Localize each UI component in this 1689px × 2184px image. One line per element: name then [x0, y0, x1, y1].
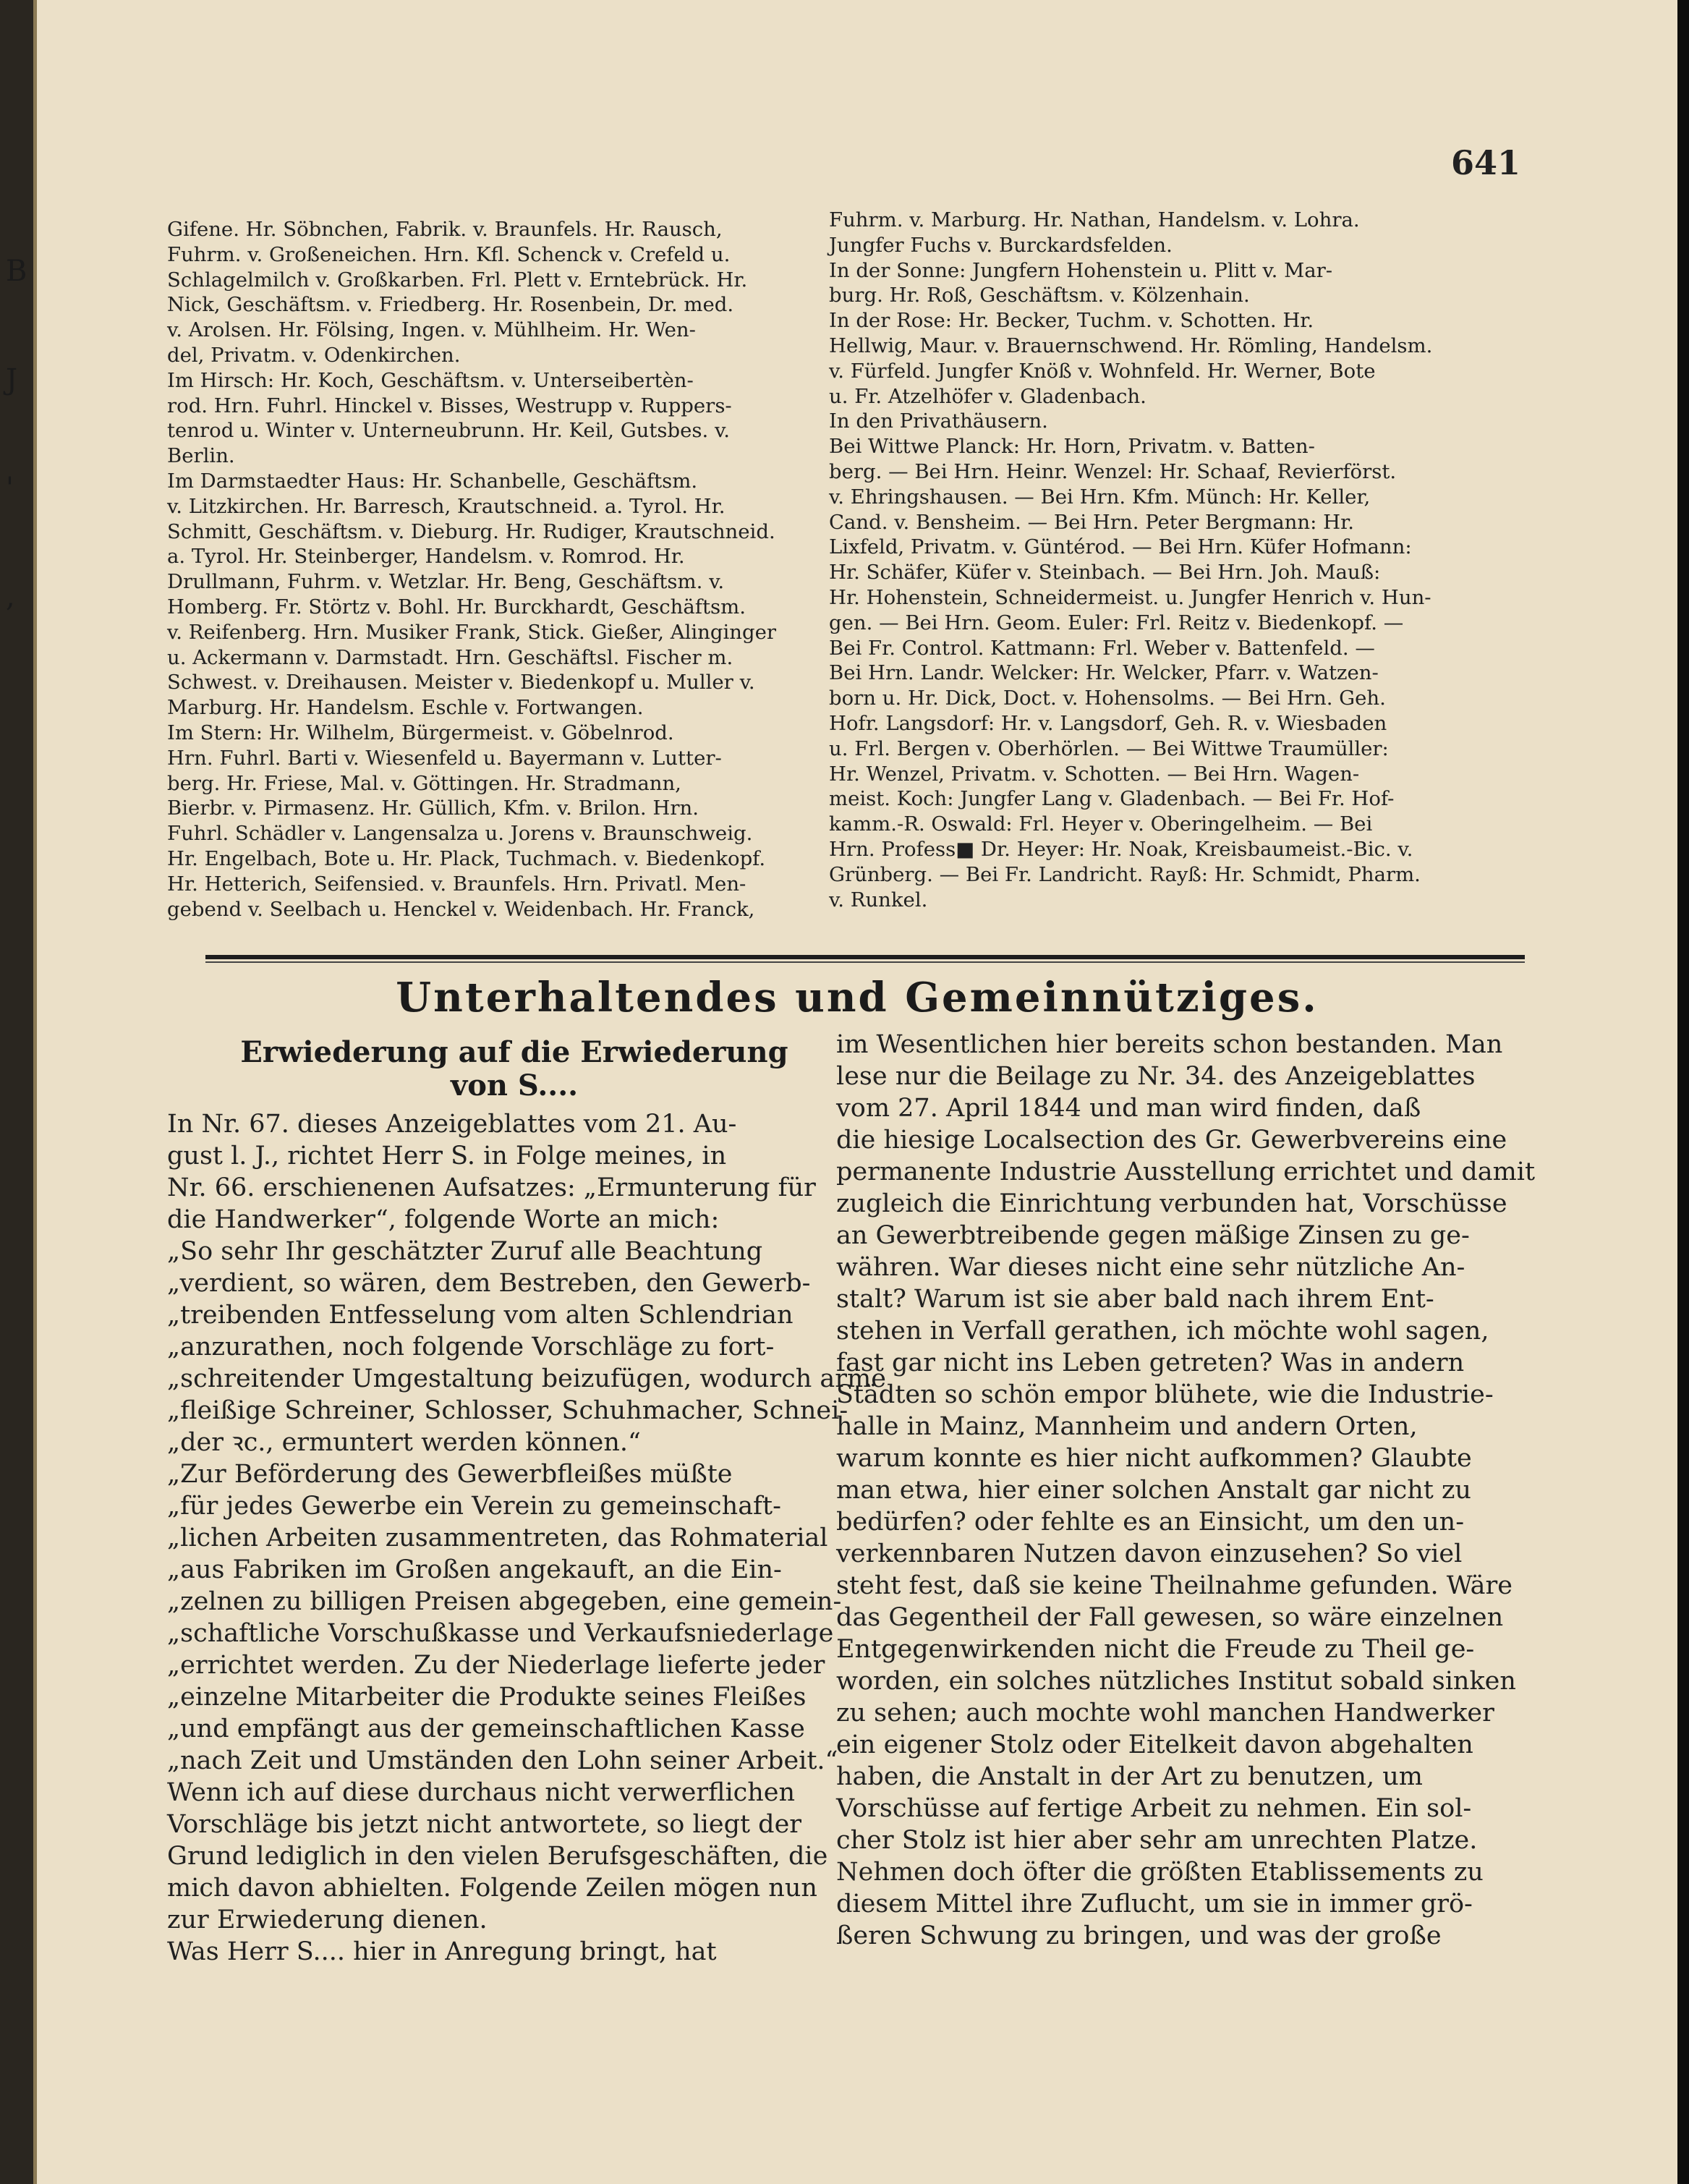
article-text-line: Nehmen doch öfter die größten Etablissements zu	[836, 1858, 1484, 1887]
article-left-column	[167, 1108, 886, 1968]
guest-list-line: Schmitt, Geschäftsm. v. Dieburg. Hr. Rudiger, Krautschneid.	[167, 519, 775, 543]
article-text-line: „So sehr Ihr geschätzter Zuruf alle Beachtung	[167, 1237, 763, 1266]
article-text-line: halle in Mainz, Mannheim und andern Orten,	[836, 1412, 1418, 1441]
guest-list-line: gen. — Bei Hrn. Geom. Euler: Frl. Reitz v. Biedenkopf. —	[829, 611, 1404, 634]
guest-list-line: v. Litzkirchen. Hr. Barresch, Krautschneid. a. Tyrol. Hr.	[167, 494, 726, 518]
guest-list-line: Fuhrm. v. Marburg. Hr. Nathan, Handelsm. v. Lohra.	[829, 208, 1360, 231]
guest-list-line: del, Privatm. v. Odenkirchen.	[167, 343, 461, 367]
guest-list-line: Im Hirsch: Hr. Koch, Geschäftsm. v. Unterseibertèn-	[167, 368, 694, 392]
article-text-line: „verdient, so wären, dem Bestreben, den Gewerb-	[167, 1269, 811, 1298]
guest-list-line: v. Arolsen. Hr. Fölsing, Ingen. v. Mühlheim. Hr. Wen-	[167, 318, 696, 342]
article-text-line: Grund lediglich in den vielen Berufsgeschäften, die	[167, 1842, 828, 1871]
guest-list-line: Bierbr. v. Pirmasenz. Hr. Güllich, Kfm. v. Brilon. Hrn.	[167, 796, 699, 820]
article-text-line: „für jedes Gewerbe ein Verein zu gemeinschaft-	[167, 1492, 781, 1521]
article-text-line: „schaftliche Vorschußkasse und Verkaufsniederlage	[167, 1619, 834, 1648]
article-text-line: „aus Fabriken im Großen angekauft, an die Ein-	[167, 1555, 782, 1584]
article-text-line: bedürfen? oder fehlte es an Einsicht, um den un-	[836, 1508, 1465, 1537]
article-text-line: haben, die Anstalt in der Art zu benutzen, um	[836, 1762, 1423, 1791]
guest-list-line: a. Tyrol. Hr. Steinberger, Handelsm. v. Romrod. Hr.	[167, 545, 685, 569]
guest-list-line: Hrn. Fuhrl. Barti v. Wiesenfeld u. Bayermann v. Lutter-	[167, 746, 722, 770]
article-text-line: an Gewerbtreibende gegen mäßige Zinsen zu ge-	[836, 1221, 1470, 1250]
article-text-line: „einzelne Mitarbeiter die Produkte seines Fleißes	[167, 1683, 807, 1712]
guest-list-line: Fuhrl. Schädler v. Langensalza u. Jorens v. Braunschweig.	[167, 822, 753, 846]
article-text-line: ßeren Schwung zu bringen, und was der große	[836, 1921, 1442, 1950]
article-text-line: „fleißige Schreiner, Schlosser, Schuhmacher, Schnei-	[167, 1396, 848, 1425]
guest-list-line: Schlagelmilch v. Großkarben. Frl. Plett v. Erntebrück. Hr.	[167, 268, 748, 292]
article-text-line: mich davon abhielten. Folgende Zeilen mögen nun	[167, 1874, 817, 1903]
article-text-line: Entgegenwirkenden nicht die Freude zu Theil ge-	[836, 1635, 1475, 1664]
guest-list-line: rod. Hrn. Fuhrl. Hinckel v. Bisses, Westrupp v. Ruppers-	[167, 394, 732, 417]
article-text-line: die hiesige Localsection des Gr. Gewerbvereins eine	[836, 1126, 1507, 1155]
page-gutter	[0, 0, 33, 2184]
article-text-line: „treibenden Entfesselung vom alten Schlendrian	[167, 1301, 794, 1330]
guest-list-line: Hr. Engelbach, Bote u. Hr. Plack, Tuchmach. v. Biedenkopf.	[167, 846, 766, 870]
article-right-column	[836, 1029, 1536, 1952]
guest-list-line: tenrod u. Winter v. Unterneubrunn. Hr. Keil, Gutsbes. v.	[167, 419, 731, 443]
article-text-line: zu sehen; auch mochte wohl manchen Handwerker	[836, 1699, 1494, 1728]
guest-list-line: Bei Fr. Control. Kattmann: Frl. Weber v. Battenfeld. —	[829, 636, 1375, 660]
section-heading: Unterhaltendes und Gemeinnütziges.	[396, 974, 1319, 1021]
guest-list-line: Marburg. Hr. Handelsm. Eschle v. Fortwangen.	[167, 696, 644, 720]
guest-list-line: Hofr. Langsdorf: Hr. v. Langsdorf, Geh. R. v. Wiesbaden	[829, 711, 1387, 735]
guest-list-line: In den Privathäusern.	[829, 409, 1048, 433]
guest-list-line: Homberg. Fr. Störtz v. Bohl. Hr. Burckhardt, Geschäftsm.	[167, 595, 746, 619]
guest-list-line: Hr. Hohenstein, Schneidermeist. u. Jungfer Henrich v. Hun-	[829, 585, 1431, 609]
guest-list-line: u. Fr. Atzelhöfer v. Gladenbach.	[829, 384, 1146, 408]
article-text-line: Vorschüsse auf fertige Arbeit zu nehmen. Ein sol-	[836, 1794, 1472, 1823]
article-text-line: im Wesentlichen hier bereits schon bestanden. Man	[836, 1030, 1503, 1059]
guest-list-line: v. Runkel.	[829, 888, 928, 912]
article-text-line: „zelnen zu billigen Preisen abgegeben, eine gemein-	[167, 1587, 842, 1616]
guest-list-line: berg. — Bei Hrn. Heinr. Wenzel: Hr. Schaaf, Revierförst.	[829, 459, 1397, 483]
article-text-line: Nr. 66. erschienenen Aufsatzes: „Ermunterung für	[167, 1173, 816, 1202]
newspaper-page	[33, 0, 1677, 2184]
guest-list-line: Im Stern: Hr. Wilhelm, Bürgermeist. v. Göbelnrod.	[167, 721, 674, 744]
guest-list-line: Berlin.	[167, 444, 235, 468]
guest-list-line: v. Ehringshausen. — Bei Hrn. Kfm. Münch: Hr. Keller,	[829, 485, 1371, 509]
guest-list-line: Fuhrm. v. Großeneichen. Hrn. Kfl. Schenck v. Crefeld u.	[167, 242, 731, 266]
article-text-line: In Nr. 67. dieses Anzeigeblattes vom 21. Au-	[167, 1110, 737, 1139]
article-text-line: gust l. J., richtet Herr S. in Folge meines, in	[167, 1142, 727, 1170]
article-text-line: währen. War dieses nicht eine sehr nützliche An-	[836, 1253, 1465, 1282]
article-text-line: fast gar nicht ins Leben getreten? Was in andern	[836, 1348, 1465, 1377]
guest-list-line: Hellwig, Maur. v. Brauernschwend. Hr. Römling, Handelsm.	[829, 333, 1433, 357]
guest-list-line: kamm.-R. Oswald: Frl. Heyer v. Oberingelheim. — Bei	[829, 812, 1373, 836]
article-text-line: die Handwerker“, folgende Worte an mich:	[167, 1205, 720, 1234]
article-text-line: vom 27. April 1844 und man wird finden, daß	[836, 1094, 1421, 1123]
article-text-line: Wenn ich auf diese durchaus nicht verwerflichen	[167, 1778, 796, 1807]
guest-list-line: Cand. v. Bensheim. — Bei Hrn. Peter Bergmann: Hr.	[829, 510, 1354, 534]
gutter-fragment: '	[6, 472, 14, 505]
section-divider	[205, 955, 1525, 959]
article-text-line: stalt? Warum ist sie aber bald nach ihrem Ent-	[836, 1285, 1434, 1314]
article-text-line: „schreitender Umgestaltung beizufügen, wodurch arme	[167, 1364, 886, 1393]
guest-list-line: Im Darmstaedter Haus: Hr. Schanbelle, Geschäftsm.	[167, 469, 698, 493]
article-text-line: „lichen Arbeiten zusammentreten, das Rohmaterial	[167, 1524, 828, 1552]
gutter-fragment: B	[6, 255, 27, 288]
gutter-fragment: J	[6, 363, 18, 396]
article-text-line: lese nur die Beilage zu Nr. 34. des Anzeigeblattes	[836, 1062, 1476, 1091]
guest-list-line: berg. Hr. Friese, Mal. v. Göttingen. Hr. Stradmann,	[167, 771, 681, 795]
guest-list-line: Hr. Wenzel, Privatm. v. Schotten. — Bei Hrn. Wagen-	[829, 762, 1360, 786]
guest-list-line: Lixfeld, Privatm. v. Güntérod. — Bei Hrn. Küfer Hofmann:	[829, 535, 1412, 559]
article-text-line: „Zur Beförderung des Gewerbfleißes müßte	[167, 1460, 733, 1489]
guest-list-line: Grünberg. — Bei Fr. Landricht. Rayß: Hr. Schmidt, Pharm.	[829, 862, 1421, 886]
guest-list-line: Drullmann, Fuhrm. v. Wetzlar. Hr. Beng, Geschäftsm. v.	[167, 570, 725, 594]
article-text-line: warum konnte es hier nicht aufkommen? Glaubte	[836, 1444, 1472, 1473]
guest-list-line: Bei Wittwe Planck: Hr. Horn, Privatm. v. Batten-	[829, 435, 1315, 459]
article-text-line: „errichtet werden. Zu der Niederlage lieferte jeder	[167, 1651, 825, 1680]
article-text-line: zur Erwiederung dienen.	[167, 1905, 488, 1934]
guest-list-line: Jungfer Fuchs v. Burckardsfelden.	[829, 233, 1173, 257]
article-text-line: ein eigener Stolz oder Eitelkeit davon abgehalten	[836, 1730, 1473, 1759]
guest-list-line: Gifene. Hr. Söbnchen, Fabrik. v. Braunfels. Hr. Rausch,	[167, 218, 723, 241]
guest-list-line: burg. Hr. Roß, Geschäftsm. v. Kölzenhain.	[829, 284, 1250, 307]
article-text-line: „der ꝛc., ermuntert werden können.“	[167, 1428, 641, 1457]
article-text-line: stehen in Verfall gerathen, ich möchte wohl sagen,	[836, 1317, 1489, 1346]
guest-list-line: Hr. Hetterich, Seifensied. v. Braunfels. Hrn. Privatl. Men-	[167, 872, 746, 896]
article-text-line: verkennbaren Nutzen davon einzusehen? So viel	[836, 1539, 1463, 1568]
guest-list-line: v. Fürfeld. Jungfer Knöß v. Wohnfeld. Hr. Werner, Bote	[829, 359, 1376, 383]
guest-list-line: Bei Hrn. Landr. Welcker: Hr. Welcker, Pfarr. v. Watzen-	[829, 661, 1379, 685]
guest-list-left-column	[167, 217, 796, 922]
article-title-line-1: Erwiederung auf die Erwiederung	[240, 1035, 788, 1069]
guest-list-line: meist. Koch: Jungfer Lang v. Gladenbach. — Bei Fr. Hof-	[829, 787, 1395, 811]
guest-list-right-column	[829, 208, 1523, 912]
guest-list-line: In der Rose: Hr. Becker, Tuchm. v. Schotten. Hr.	[829, 309, 1314, 333]
guest-list-line: Schwest. v. Dreihausen. Meister v. Biedenkopf u. Muller v.	[167, 671, 755, 694]
guest-list-line: v. Reifenberg. Hrn. Musiker Frank, Stick. Gießer, Alinginger	[167, 620, 777, 644]
article-text-line: steht fest, daß sie keine Theilnahme gefunden. Wäre	[836, 1571, 1513, 1600]
gutter-fragment: ,	[6, 580, 15, 613]
section-divider-thin	[205, 961, 1525, 963]
article-title-line-2: von S....	[450, 1068, 579, 1102]
article-text-line: zugleich die Einrichtung verbunden hat, Vorschüsse	[836, 1189, 1507, 1218]
guest-list-line: Hr. Schäfer, Küfer v. Steinbach. — Bei Hrn. Joh. Mauß:	[829, 561, 1381, 585]
article-text-line: „und empfängt aus der gemeinschaftlichen Kasse	[167, 1715, 805, 1743]
article-text-line: cher Stolz ist hier aber sehr am unrechten Platze.	[836, 1826, 1478, 1855]
article-text-line: „anzurathen, noch folgende Vorschläge zu fort-	[167, 1333, 775, 1361]
article-text-line: das Gegentheil der Fall gewesen, so wäre einzelnen	[836, 1603, 1504, 1632]
guest-list-line: born u. Hr. Dick, Doct. v. Hohensolms. — Bei Hrn. Geh.	[829, 687, 1386, 710]
article-text-line: permanente Industrie Ausstellung errichtet und damit	[836, 1157, 1536, 1186]
article-text-line: Vorschläge bis jetzt nicht antwortete, so liegt der	[167, 1810, 802, 1839]
article-text-line: Städten so schön empor blühete, wie die Industrie-	[836, 1380, 1494, 1409]
article-text-line: diesem Mittel ihre Zuflucht, um sie in immer grö-	[836, 1890, 1473, 1919]
guest-list-line: In der Sonne: Jungfern Hohenstein u. Plitt v. Mar-	[829, 258, 1333, 282]
guest-list-line: Hrn. Profess■ Dr. Heyer: Hr. Noak, Kreisbaumeist.-Bic. v.	[829, 837, 1413, 861]
article-text-line: „nach Zeit und Umständen den Lohn seiner Arbeit.“	[167, 1746, 838, 1775]
guest-list-line: Nick, Geschäftsm. v. Friedberg. Hr. Rosenbein, Dr. med.	[167, 293, 734, 317]
page-number: 641	[1451, 143, 1521, 182]
guest-list-line: gebend v. Seelbach u. Henckel v. Weidenbach. Hr. Franck,	[167, 897, 755, 921]
article-text-line: worden, ein solches nützliches Institut sobald sinken	[836, 1667, 1516, 1696]
guest-list-line: u. Ackermann v. Darmstadt. Hrn. Geschäftsl. Fischer m.	[167, 645, 733, 669]
article-text-line: man etwa, hier einer solchen Anstalt gar nicht zu	[836, 1476, 1471, 1505]
guest-list-line: u. Frl. Bergen v. Oberhörlen. — Bei Wittwe Traumüller:	[829, 736, 1389, 760]
gutter-fragments	[6, 217, 27, 651]
article-text-line: Was Herr S.... hier in Anregung bringt, hat	[167, 1937, 717, 1966]
